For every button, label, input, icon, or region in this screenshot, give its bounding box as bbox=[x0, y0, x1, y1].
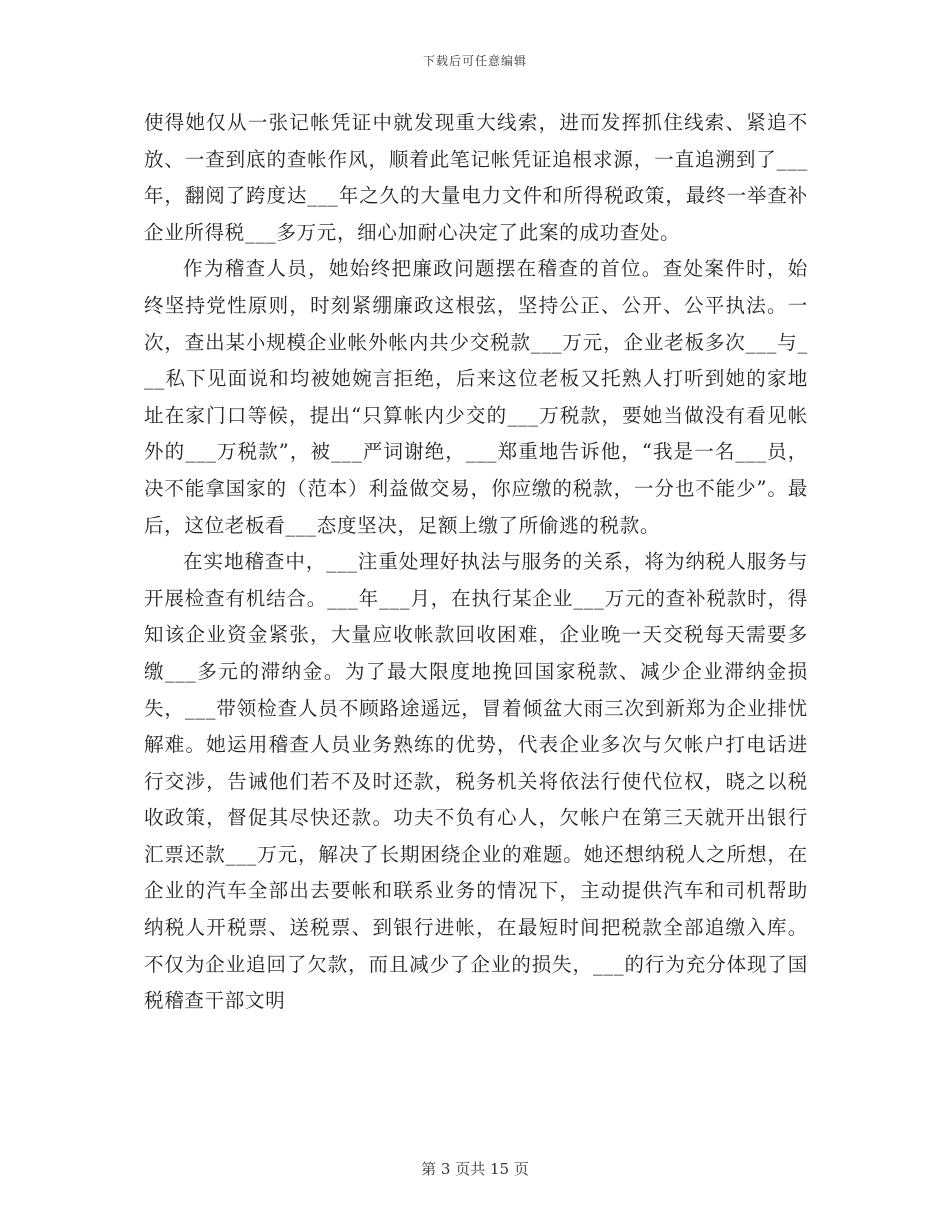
page-header: 下载后可任意编辑 bbox=[422, 54, 527, 68]
page-number-footer: 第 3 页共 15 页 bbox=[421, 1160, 529, 1178]
paragraph-continued: 使得她仅从一张记帐凭证中就发现重大线索，进而发挥抓住线索、紧追不放、一查到底的查帐作风，顺着此笔记帐凭证追根求源，一直追溯到了___年，翻阅了跨度达___年之久的大量电力文件和所得税政策，最终一举查补企业所得税___多万元，细心加耐心决定了此案的成功查处。 bbox=[144, 111, 808, 244]
paragraph-service: 在实地稽查中，___注重处理好执法与服务的关系，将为纳税人服务与开展检查有机结合。___年___月，在执行某企业___万元的查补税款时，得知该企业资金紧张，大量应收帐款回收困难，企业晚一天交税每天需要多缴___多元的滞纳金。为了最大限度地挽回国家税款、减少企业滞纳金损失，___带领检查人员不顾路途遥远，冒着倾盆大雨三次到新郑为企业排忧解难。她运用稽查人员业务熟练的优势，代表企业多次与欠帐户打电话进行交涉，告诫他们若不及时还款，税务机关将依法行使代位权，晓之以税收政策，督促其尽快还款。功夫不负有心人，欠帐户在第三天就开出银行汇票还款___万元，解决了长期困绕企业的难题。她还想纳税人之所想，在企业的汽车全部出去要帐和联系业务的情况下，主动提供汽车和司机帮助纳税人开税票、送税票、到银行进帐，在最短时间把税款全部追缴入库。不仅为企业追回了欠款，而且减少了企业的损失，___的行为充分体现了国税稽查干部文明 bbox=[144, 550, 808, 1013]
paragraph-integrity: 作为稽查人员，她始终把廉政问题摆在稽查的首位。查处案件时，始终坚持党性原则，时刻紧绷廉政这根弦，坚持公正、公开、公平执法。一次，查出某小规模企业帐外帐内共少交税款___万元，企业老板多次___与___私下见面说和均被她婉言拒绝，后来这位老板又托熟人打听到她的家地址在家门口等候，提出“只算帐内少交的___万税款，要她当做没有看见帐外的___万税款”，被___严词谢绝，___郑重地告诉他，“我是一名___员，决不能拿国家的（范本）利益做交易，你应缴的税款，一分也不能少”。最后，这位老板看___态度坚决，足额上缴了所偷逃的税款。 bbox=[144, 257, 808, 537]
document-body bbox=[144, 105, 808, 1020]
